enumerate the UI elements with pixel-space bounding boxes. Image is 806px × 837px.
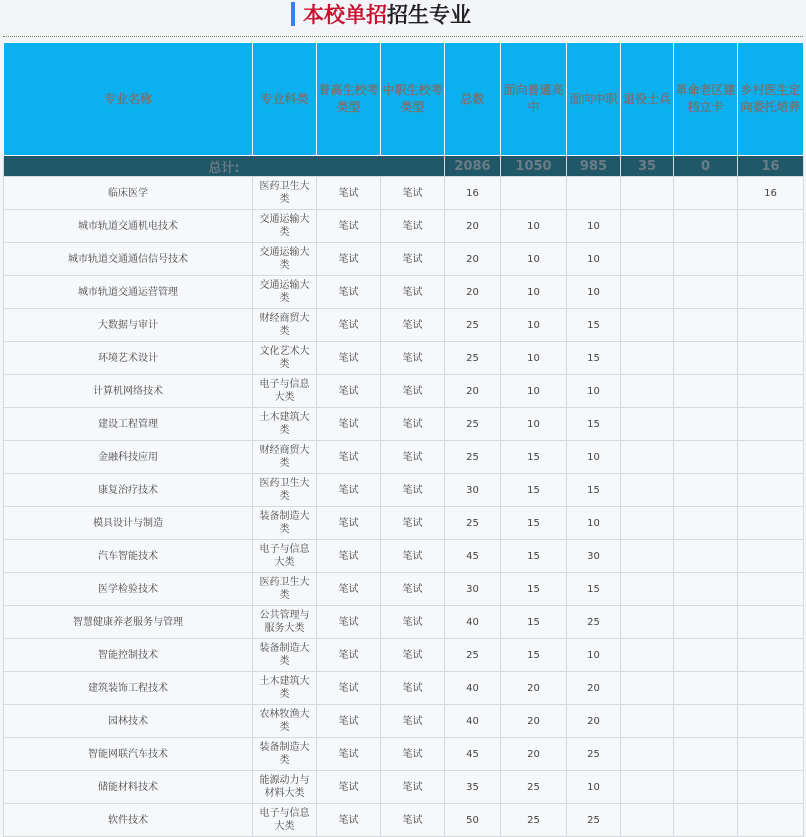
cell-major: 建设工程管理 (4, 408, 253, 441)
cell-rural-doctor (738, 375, 804, 408)
cell-rural-doctor (738, 342, 804, 375)
cell-gaozhong-exam: 笔试 (317, 540, 381, 573)
cell-zhongzhi-exam: 笔试 (381, 507, 445, 540)
cell-zhongzhi: 10 (567, 507, 621, 540)
cell-rural-doctor: 16 (738, 177, 804, 210)
cell-zhongzhi-exam: 笔试 (381, 243, 445, 276)
cell-category: 交通运输大类 (253, 243, 317, 276)
total-revolution: 0 (674, 156, 738, 177)
table-row (4, 540, 804, 573)
cell-gaozhong-exam: 笔试 (317, 639, 381, 672)
cell-gaozhong: 10 (501, 243, 567, 276)
cell-total: 45 (445, 540, 501, 573)
cell-revolution (674, 804, 738, 837)
cell-category: 财经商贸大类 (253, 309, 317, 342)
cell-rural-doctor (738, 540, 804, 573)
cell-total: 30 (445, 573, 501, 606)
table-row (4, 243, 804, 276)
cell-gaozhong-exam: 笔试 (317, 705, 381, 738)
cell-zhongzhi-exam: 笔试 (381, 342, 445, 375)
dotted-divider (3, 36, 803, 37)
cell-zhongzhi-exam: 笔试 (381, 705, 445, 738)
cell-category: 文化艺术大类 (253, 342, 317, 375)
cell-major: 康复治疗技术 (4, 474, 253, 507)
cell-gaozhong: 25 (501, 804, 567, 837)
cell-major: 智能网联汽车技术 (4, 738, 253, 771)
table-row (4, 375, 804, 408)
cell-veteran (621, 705, 674, 738)
cell-gaozhong: 10 (501, 210, 567, 243)
cell-major: 储能材料技术 (4, 771, 253, 804)
cell-major: 模具设计与制造 (4, 507, 253, 540)
cell-rural-doctor (738, 606, 804, 639)
cell-rural-doctor (738, 771, 804, 804)
header-category: 专业科类 (253, 43, 317, 156)
total-veteran: 35 (621, 156, 674, 177)
cell-total: 20 (445, 210, 501, 243)
cell-gaozhong: 15 (501, 441, 567, 474)
header-rural-doctor: 乡村医生定向委托培养 (738, 43, 804, 156)
cell-gaozhong: 15 (501, 639, 567, 672)
header-gaozhong: 面向普通高中 (501, 43, 567, 156)
cell-zhongzhi: 20 (567, 672, 621, 705)
header-zhongzhi: 面向中职 (567, 43, 621, 156)
cell-total: 25 (445, 309, 501, 342)
table-row (4, 309, 804, 342)
cell-total: 50 (445, 804, 501, 837)
majors-table (3, 42, 804, 837)
cell-zhongzhi: 10 (567, 639, 621, 672)
cell-major: 建筑装饰工程技术 (4, 672, 253, 705)
cell-revolution (674, 441, 738, 474)
cell-zhongzhi-exam: 笔试 (381, 672, 445, 705)
cell-total: 20 (445, 375, 501, 408)
cell-veteran (621, 210, 674, 243)
cell-revolution (674, 408, 738, 441)
cell-veteran (621, 738, 674, 771)
cell-zhongzhi-exam: 笔试 (381, 804, 445, 837)
cell-category: 装备制造大类 (253, 639, 317, 672)
title-highlight: 本校单招 (303, 3, 387, 27)
cell-revolution (674, 276, 738, 309)
cell-total: 25 (445, 639, 501, 672)
cell-total: 25 (445, 342, 501, 375)
cell-zhongzhi: 20 (567, 705, 621, 738)
cell-revolution (674, 342, 738, 375)
cell-zhongzhi-exam: 笔试 (381, 210, 445, 243)
cell-gaozhong: 15 (501, 606, 567, 639)
total-total: 2086 (445, 156, 501, 177)
cell-major: 医学检验技术 (4, 573, 253, 606)
cell-total: 25 (445, 507, 501, 540)
table-row (4, 408, 804, 441)
table-row (4, 276, 804, 309)
cell-zhongzhi (567, 177, 621, 210)
cell-major: 智能控制技术 (4, 639, 253, 672)
cell-rural-doctor (738, 507, 804, 540)
cell-veteran (621, 606, 674, 639)
cell-gaozhong: 20 (501, 738, 567, 771)
cell-gaozhong-exam: 笔试 (317, 276, 381, 309)
cell-rural-doctor (738, 738, 804, 771)
cell-major: 金融科技应用 (4, 441, 253, 474)
table-row (4, 342, 804, 375)
cell-total: 40 (445, 705, 501, 738)
table-row (4, 771, 804, 804)
cell-category: 医药卫生大类 (253, 573, 317, 606)
cell-zhongzhi-exam: 笔试 (381, 309, 445, 342)
cell-zhongzhi: 25 (567, 804, 621, 837)
header-veteran: 退役士兵 (621, 43, 674, 156)
cell-category: 医药卫生大类 (253, 177, 317, 210)
table-row (4, 573, 804, 606)
cell-category: 医药卫生大类 (253, 474, 317, 507)
cell-zhongzhi-exam: 笔试 (381, 276, 445, 309)
cell-zhongzhi: 15 (567, 309, 621, 342)
total-gaozhong: 1050 (501, 156, 567, 177)
cell-gaozhong-exam: 笔试 (317, 408, 381, 441)
cell-gaozhong (501, 177, 567, 210)
cell-zhongzhi-exam: 笔试 (381, 573, 445, 606)
cell-zhongzhi: 30 (567, 540, 621, 573)
table-row (4, 639, 804, 672)
cell-rural-doctor (738, 705, 804, 738)
cell-total: 25 (445, 441, 501, 474)
cell-category: 电子与信息大类 (253, 375, 317, 408)
cell-rural-doctor (738, 276, 804, 309)
cell-zhongzhi-exam: 笔试 (381, 441, 445, 474)
cell-zhongzhi: 15 (567, 474, 621, 507)
cell-zhongzhi-exam: 笔试 (381, 738, 445, 771)
cell-total: 40 (445, 672, 501, 705)
cell-category: 装备制造大类 (253, 507, 317, 540)
cell-gaozhong-exam: 笔试 (317, 672, 381, 705)
cell-veteran (621, 804, 674, 837)
cell-rural-doctor (738, 441, 804, 474)
cell-zhongzhi: 15 (567, 573, 621, 606)
cell-zhongzhi: 10 (567, 441, 621, 474)
cell-rural-doctor (738, 210, 804, 243)
cell-zhongzhi: 10 (567, 276, 621, 309)
cell-zhongzhi-exam: 笔试 (381, 606, 445, 639)
cell-veteran (621, 375, 674, 408)
cell-veteran (621, 771, 674, 804)
cell-gaozhong: 15 (501, 474, 567, 507)
cell-revolution (674, 507, 738, 540)
table-row (4, 804, 804, 837)
cell-total: 16 (445, 177, 501, 210)
table-row (4, 441, 804, 474)
cell-total: 20 (445, 276, 501, 309)
cell-gaozhong: 15 (501, 573, 567, 606)
cell-veteran (621, 639, 674, 672)
cell-veteran (621, 540, 674, 573)
cell-zhongzhi-exam: 笔试 (381, 408, 445, 441)
table-row (4, 474, 804, 507)
cell-gaozhong: 10 (501, 309, 567, 342)
cell-veteran (621, 507, 674, 540)
cell-category: 交通运输大类 (253, 276, 317, 309)
cell-zhongzhi-exam: 笔试 (381, 540, 445, 573)
cell-revolution (674, 738, 738, 771)
cell-gaozhong: 10 (501, 342, 567, 375)
cell-revolution (674, 672, 738, 705)
cell-revolution (674, 705, 738, 738)
cell-category: 交通运输大类 (253, 210, 317, 243)
cell-major: 城市轨道交通运营管理 (4, 276, 253, 309)
total-row (4, 156, 804, 177)
cell-zhongzhi-exam: 笔试 (381, 474, 445, 507)
cell-revolution (674, 243, 738, 276)
cell-revolution (674, 573, 738, 606)
cell-major: 环境艺术设计 (4, 342, 253, 375)
cell-zhongzhi: 10 (567, 771, 621, 804)
cell-veteran (621, 177, 674, 210)
header-zhongzhi-exam: 中职生校考类型 (381, 43, 445, 156)
cell-rural-doctor (738, 804, 804, 837)
table-row (4, 606, 804, 639)
cell-revolution (674, 210, 738, 243)
cell-major: 智慧健康养老服务与管理 (4, 606, 253, 639)
cell-revolution (674, 771, 738, 804)
cell-zhongzhi-exam: 笔试 (381, 375, 445, 408)
cell-revolution (674, 606, 738, 639)
table-row (4, 705, 804, 738)
cell-total: 30 (445, 474, 501, 507)
cell-revolution (674, 309, 738, 342)
cell-gaozhong: 10 (501, 276, 567, 309)
total-rural-doctor: 16 (738, 156, 804, 177)
cell-category: 电子与信息大类 (253, 804, 317, 837)
cell-revolution (674, 540, 738, 573)
cell-category: 农林牧渔大类 (253, 705, 317, 738)
total-zhongzhi: 985 (567, 156, 621, 177)
cell-category: 土木建筑大类 (253, 672, 317, 705)
cell-gaozhong-exam: 笔试 (317, 804, 381, 837)
cell-major: 计算机网络技术 (4, 375, 253, 408)
cell-total: 20 (445, 243, 501, 276)
table-row (4, 738, 804, 771)
cell-gaozhong-exam: 笔试 (317, 375, 381, 408)
cell-total: 40 (445, 606, 501, 639)
cell-zhongzhi-exam: 笔试 (381, 177, 445, 210)
cell-major: 汽车智能技术 (4, 540, 253, 573)
total-label: 总计: (4, 156, 445, 177)
cell-gaozhong-exam: 笔试 (317, 210, 381, 243)
cell-gaozhong-exam: 笔试 (317, 738, 381, 771)
cell-rural-doctor (738, 243, 804, 276)
cell-zhongzhi: 25 (567, 738, 621, 771)
cell-gaozhong: 20 (501, 672, 567, 705)
cell-gaozhong-exam: 笔试 (317, 474, 381, 507)
cell-veteran (621, 441, 674, 474)
cell-revolution (674, 177, 738, 210)
page-title (303, 0, 471, 30)
cell-zhongzhi-exam: 笔试 (381, 639, 445, 672)
cell-major: 大数据与审计 (4, 309, 253, 342)
cell-zhongzhi: 15 (567, 408, 621, 441)
cell-category: 土木建筑大类 (253, 408, 317, 441)
cell-veteran (621, 408, 674, 441)
header-row (4, 43, 804, 156)
page-header (0, 0, 806, 30)
cell-gaozhong: 10 (501, 408, 567, 441)
cell-gaozhong-exam: 笔试 (317, 771, 381, 804)
cell-veteran (621, 342, 674, 375)
cell-category: 公共管理与服务大类 (253, 606, 317, 639)
cell-zhongzhi: 15 (567, 342, 621, 375)
cell-rural-doctor (738, 474, 804, 507)
cell-rural-doctor (738, 639, 804, 672)
cell-gaozhong-exam: 笔试 (317, 441, 381, 474)
cell-veteran (621, 474, 674, 507)
cell-gaozhong: 15 (501, 507, 567, 540)
cell-zhongzhi: 25 (567, 606, 621, 639)
table-row (4, 672, 804, 705)
cell-gaozhong: 20 (501, 705, 567, 738)
table-row (4, 507, 804, 540)
cell-rural-doctor (738, 309, 804, 342)
cell-veteran (621, 573, 674, 606)
cell-revolution (674, 474, 738, 507)
cell-gaozhong: 10 (501, 375, 567, 408)
title-rest: 招生专业 (387, 3, 471, 27)
cell-major: 临床医学 (4, 177, 253, 210)
cell-gaozhong-exam: 笔试 (317, 309, 381, 342)
cell-category: 电子与信息大类 (253, 540, 317, 573)
cell-total: 35 (445, 771, 501, 804)
cell-major: 城市轨道交通通信信号技术 (4, 243, 253, 276)
cell-gaozhong-exam: 笔试 (317, 342, 381, 375)
title-accent-bar (291, 2, 295, 26)
cell-zhongzhi: 10 (567, 243, 621, 276)
cell-rural-doctor (738, 672, 804, 705)
cell-zhongzhi-exam: 笔试 (381, 771, 445, 804)
cell-gaozhong-exam: 笔试 (317, 243, 381, 276)
cell-rural-doctor (738, 408, 804, 441)
cell-veteran (621, 309, 674, 342)
cell-veteran (621, 276, 674, 309)
header-total: 总数 (445, 43, 501, 156)
cell-gaozhong-exam: 笔试 (317, 177, 381, 210)
cell-total: 45 (445, 738, 501, 771)
cell-rural-doctor (738, 573, 804, 606)
cell-total: 25 (445, 408, 501, 441)
cell-veteran (621, 243, 674, 276)
header-gaozhong-exam: 普高生校考类型 (317, 43, 381, 156)
cell-category: 财经商贸大类 (253, 441, 317, 474)
cell-major: 城市轨道交通机电技术 (4, 210, 253, 243)
cell-zhongzhi: 10 (567, 210, 621, 243)
table-row (4, 177, 804, 210)
cell-veteran (621, 672, 674, 705)
cell-revolution (674, 639, 738, 672)
cell-category: 能源动力与材料大类 (253, 771, 317, 804)
cell-gaozhong: 15 (501, 540, 567, 573)
header-major: 专业名称 (4, 43, 253, 156)
table-row (4, 210, 804, 243)
cell-gaozhong: 25 (501, 771, 567, 804)
cell-zhongzhi: 10 (567, 375, 621, 408)
cell-gaozhong-exam: 笔试 (317, 507, 381, 540)
cell-gaozhong-exam: 笔试 (317, 573, 381, 606)
cell-revolution (674, 375, 738, 408)
cell-major: 园林技术 (4, 705, 253, 738)
header-revolution: 革命老区建档立卡 (674, 43, 738, 156)
cell-category: 装备制造大类 (253, 738, 317, 771)
cell-gaozhong-exam: 笔试 (317, 606, 381, 639)
cell-major: 软件技术 (4, 804, 253, 837)
